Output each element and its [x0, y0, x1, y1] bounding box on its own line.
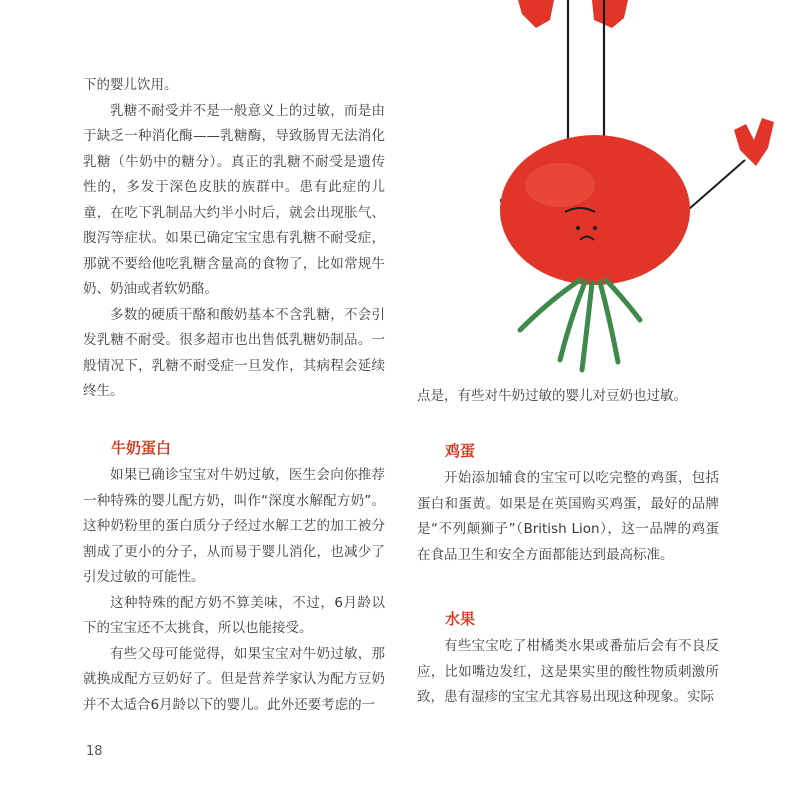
- right-column-egg: [417, 440, 719, 568]
- paragraph: 开始添加辅食的宝宝可以吃完整的鸡蛋，包括蛋白和蛋黄。如果是在英国购买鸡蛋，最好的品牌是“不列颠狮子”（British Lion），这一品牌的鸡蛋在食品卫生和安全方面都能达到最高标准。: [417, 470, 719, 563]
- right-column: [417, 384, 719, 410]
- paragraph: 有些父母可能觉得，如果宝宝对牛奶过敏，那就换成配方豆奶好了。但是营养学家认为配方豆奶并不太适合6月龄以下的婴儿。此外还要考虑的一: [83, 645, 385, 713]
- section-heading-egg: 鸡蛋: [445, 442, 476, 460]
- paragraph: 多数的硬质干酪和酸奶基本不含乳糖，不会引发乳糖不耐受。很多超市也出售低乳糖奶制品。一般情况下，乳糖不耐受症一旦发作，其病程会延续终生。: [83, 306, 385, 399]
- section-heading-milk-protein: 牛奶蛋白: [111, 439, 172, 457]
- paragraph: 下的婴儿饮用。: [83, 77, 178, 93]
- right-column-fruit: [417, 608, 719, 711]
- paragraph: 点是，有些对牛奶过敏的婴儿对豆奶也过敏。: [417, 388, 687, 404]
- paragraph: 乳糖不耐受并不是一般意义上的过敏，而是由于缺乏一种消化酶——乳糖酶，导致肠胃无法消化乳糖（牛奶中的糖分）。真正的乳糖不耐受是遗传性的，多发于深色皮肤的族群中。患有此症的儿童，在吃下乳制品大约半小时后，就会出现胀气、腹泻等症状。如果已确定宝宝患有乳糖不耐受症，那就不要给他吃乳糖含量高的食物了，比如常规牛奶、奶油或者软奶酪。: [83, 102, 385, 297]
- paragraph: 如果已确诊宝宝对牛奶过敏，医生会向你推荐一种特殊的婴儿配方奶，叫作“深度水解配方奶”。这种奶粉里的蛋白质分子经过水解工艺的加工被分割成了更小的分子，从而易于婴儿消化，也减少了引发过敏的可能性。: [83, 467, 385, 585]
- left-column: [83, 73, 385, 405]
- paragraph: 有些宝宝吃了柑橘类水果或番茄后会有不良反应，比如嘴边发红，这是果实里的酸性物质刺激所致，患有湿疹的宝宝尤其容易出现这种现象。实际: [417, 638, 719, 705]
- tomato-body: [500, 135, 690, 285]
- left-column-lower: [83, 437, 385, 718]
- section-heading-fruit: 水果: [445, 610, 476, 628]
- tomato-leaves: [520, 280, 640, 370]
- page-number: 18: [86, 744, 103, 759]
- paragraph: 这种特殊的配方奶不算美味，不过，6月龄以下的宝宝还不太挑食，所以也能接受。: [83, 594, 385, 636]
- tomato-character-illustration: [500, 0, 800, 380]
